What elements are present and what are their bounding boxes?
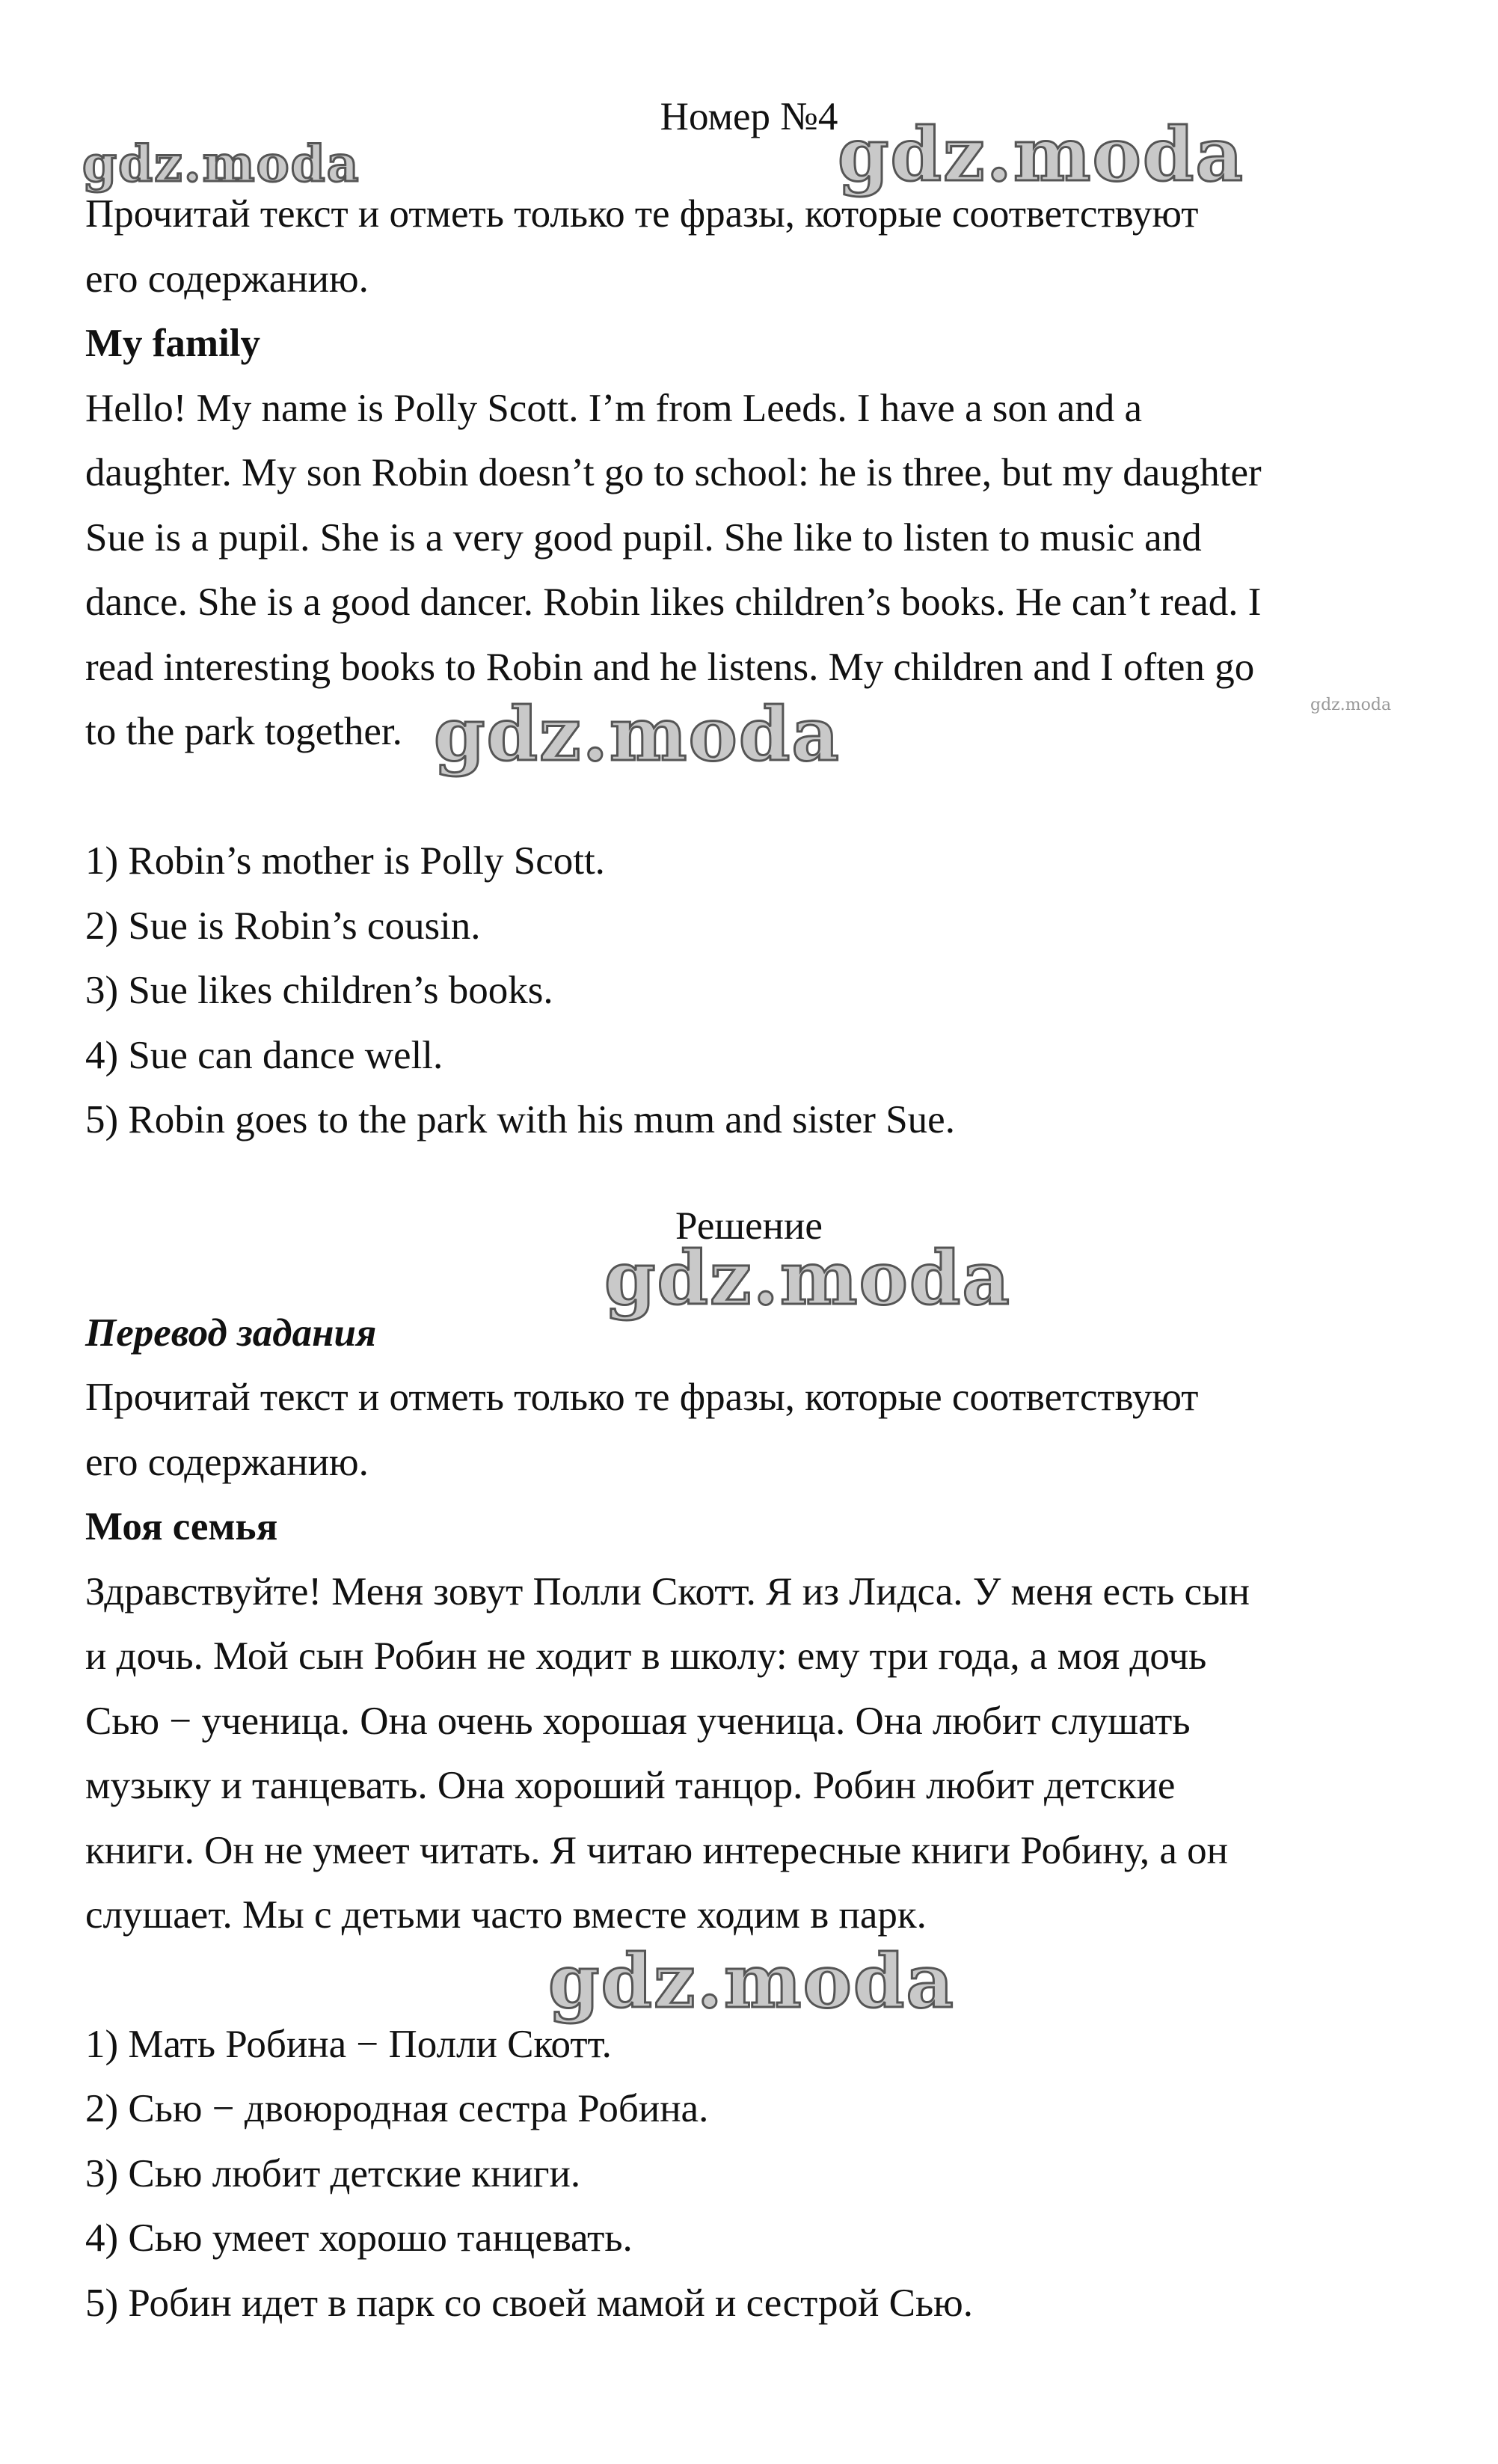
statement-item: 4) Sue can dance well.: [85, 1034, 443, 1077]
translated-statement-item: 1) Мать Робина − Полли Скотт.: [85, 2023, 612, 2066]
solution-instruction-line: его содержанию.: [85, 1441, 369, 1484]
translated-text-line: музыку и танцевать. Она хороший танцор. Робин любит детские: [85, 1764, 1176, 1807]
translated-statement-item: 3) Сью любит детские книги.: [85, 2152, 581, 2195]
translation-heading: Перевод задания: [85, 1311, 377, 1355]
page-title: Номер №4: [660, 95, 838, 138]
task-instruction-line: Прочитай текст и отметь только те фразы, которые соответствуют: [85, 192, 1199, 236]
statement-item: 3) Sue likes children’s books.: [85, 969, 553, 1012]
translated-statement-item: 2) Сью − двоюродная сестра Робина.: [85, 2087, 709, 2130]
solution-instruction-line: Прочитай текст и отметь только те фразы, которые соответствуют: [85, 1376, 1199, 1419]
watermark-logo-small: gdz.moda: [1310, 696, 1392, 714]
translated-text-title: Моя семья: [85, 1505, 278, 1548]
translated-text-line: Сью − ученица. Она очень хорошая ученица. Она любит слушать: [85, 1700, 1191, 1743]
text-title: My family: [85, 322, 261, 365]
translated-text-line: и дочь. Мой сын Робин не ходит в школу: ему три года, а моя дочь: [85, 1634, 1207, 1678]
statement-item: 5) Robin goes to the park with his mum and sister Sue.: [85, 1098, 955, 1141]
translated-statement-item: 4) Сью умеет хорошо танцевать.: [85, 2216, 633, 2260]
text-line: dance. She is a good dancer. Robin likes children’s books. He can’t read. I: [85, 580, 1262, 624]
watermark-logo: gdz.moda: [434, 692, 841, 778]
translated-text-line: Здравствуйте! Меня зовут Полли Скотт. Я из Лидса. У меня есть сын: [85, 1570, 1250, 1613]
translated-text-line: слушает. Мы с детьми часто вместе ходим в парк.: [85, 1893, 927, 1937]
watermark-logo: gdz.moda: [604, 1236, 1011, 1322]
translated-statement-item: 5) Робин идет в парк со своей мамой и сестрой Сью.: [85, 2281, 973, 2325]
translated-text-line: книги. Он не умеет читать. Я читаю интересные книги Робину, а он: [85, 1829, 1229, 1872]
statement-item: 2) Sue is Robin’s cousin.: [85, 904, 481, 948]
text-line: to the park together.: [85, 710, 402, 753]
text-line: Hello! My name is Polly Scott. I’m from Leeds. I have a son and a: [85, 387, 1143, 430]
statement-item: 1) Robin’s mother is Polly Scott.: [85, 839, 605, 883]
watermark-logo: gdz.moda: [838, 112, 1244, 198]
text-line: read interesting books to Robin and he listens. My children and I often go: [85, 646, 1255, 689]
text-line: Sue is a pupil. She is a very good pupil. She like to listen to music and: [85, 516, 1202, 560]
watermark-logo: gdz.moda: [548, 1939, 955, 2025]
watermark-logo: gdz.moda: [82, 135, 360, 193]
task-instruction-line: его содержанию.: [85, 257, 369, 301]
text-line: daughter. My son Robin doesn’t go to school: he is three, but my daughter: [85, 451, 1262, 494]
solution-heading: Решение: [675, 1204, 823, 1248]
